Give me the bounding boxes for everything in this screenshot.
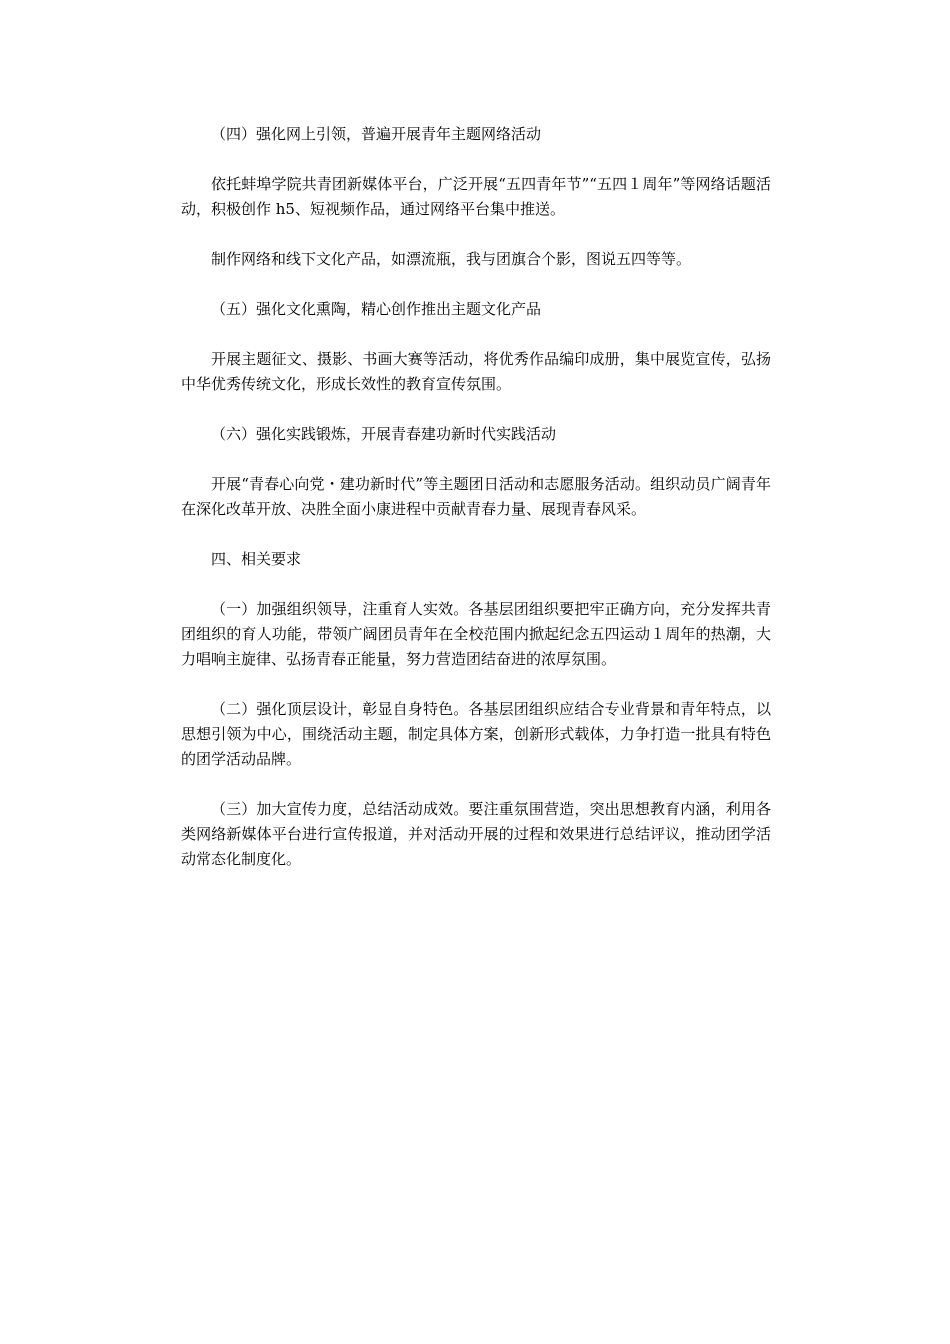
section-heading-4: （四）强化网上引领，普遍开展青年主题网络活动 — [211, 125, 542, 143]
paragraph-spacer — [181, 272, 771, 297]
body-paragraph: 开展“青春心向党・建功新时代”等主题团日活动和志愿服务活动。组织动员广阔青年在深化改革开放、决胜全面小康进程中贡献青春力量、展现青春风采。 — [181, 475, 771, 518]
paragraph-spacer — [181, 147, 771, 172]
paragraph-spacer — [181, 672, 771, 697]
body-paragraph: （一）加强组织领导，注重育人实效。各基层团组织要把牢正确方向，充分发挥共青团组织的育人功能，带领广阔团员青年在全校范围内掀起纪念五四运动１周年的热潮，大力唱响主旋律、弘扬青春正能量，努力营造团结奋进的浓厚氛围。 — [181, 600, 771, 668]
paragraph-spacer — [181, 572, 771, 597]
paragraph-spacer — [181, 447, 771, 472]
paragraph-spacer — [181, 222, 771, 247]
paragraph-spacer — [181, 772, 771, 797]
paragraph-spacer — [181, 397, 771, 422]
paragraph-spacer — [181, 322, 771, 347]
body-paragraph: （二）强化顶层设计，彰显自身特色。各基层团组织应结合专业背景和青年特点，以思想引领为中心，围绕活动主题，制定具体方案，创新形式载体，力争打造一批具有特色的团学活动品牌。 — [181, 700, 771, 768]
paragraph-spacer — [181, 522, 771, 547]
document-body — [181, 122, 771, 872]
body-paragraph: （三）加大宣传力度，总结活动成效。要注重氛围营造，突出思想教育内涵，利用各类网络新媒体平台进行宣传报道，并对活动开展的过程和效果进行总结评议，推动团学活动常态化制度化。 — [181, 800, 771, 868]
section-heading-6: （六）强化实践锻炼，开展青春建功新时代实践活动 — [211, 425, 557, 443]
body-paragraph: 制作网络和线下文化产品，如漂流瓶，我与团旗合个影，图说五四等等。 — [211, 250, 692, 268]
body-paragraph: 开展主题征文、摄影、书画大赛等活动，将优秀作品编印成册，集中展览宣传，弘扬中华优秀传统文化，形成长效性的教育宣传氛围。 — [181, 350, 771, 393]
section-heading-5: （五）强化文化熏陶，精心创作推出主题文化产品 — [211, 300, 542, 318]
body-paragraph: 依托蚌埠学院共青团新媒体平台，广泛开展“五四青年节”“五四１周年”等网络话题活动，积极创作 h5、短视频作品，通过网络平台集中推送。 — [181, 175, 771, 218]
section-heading-requirements: 四、相关要求 — [211, 550, 302, 568]
